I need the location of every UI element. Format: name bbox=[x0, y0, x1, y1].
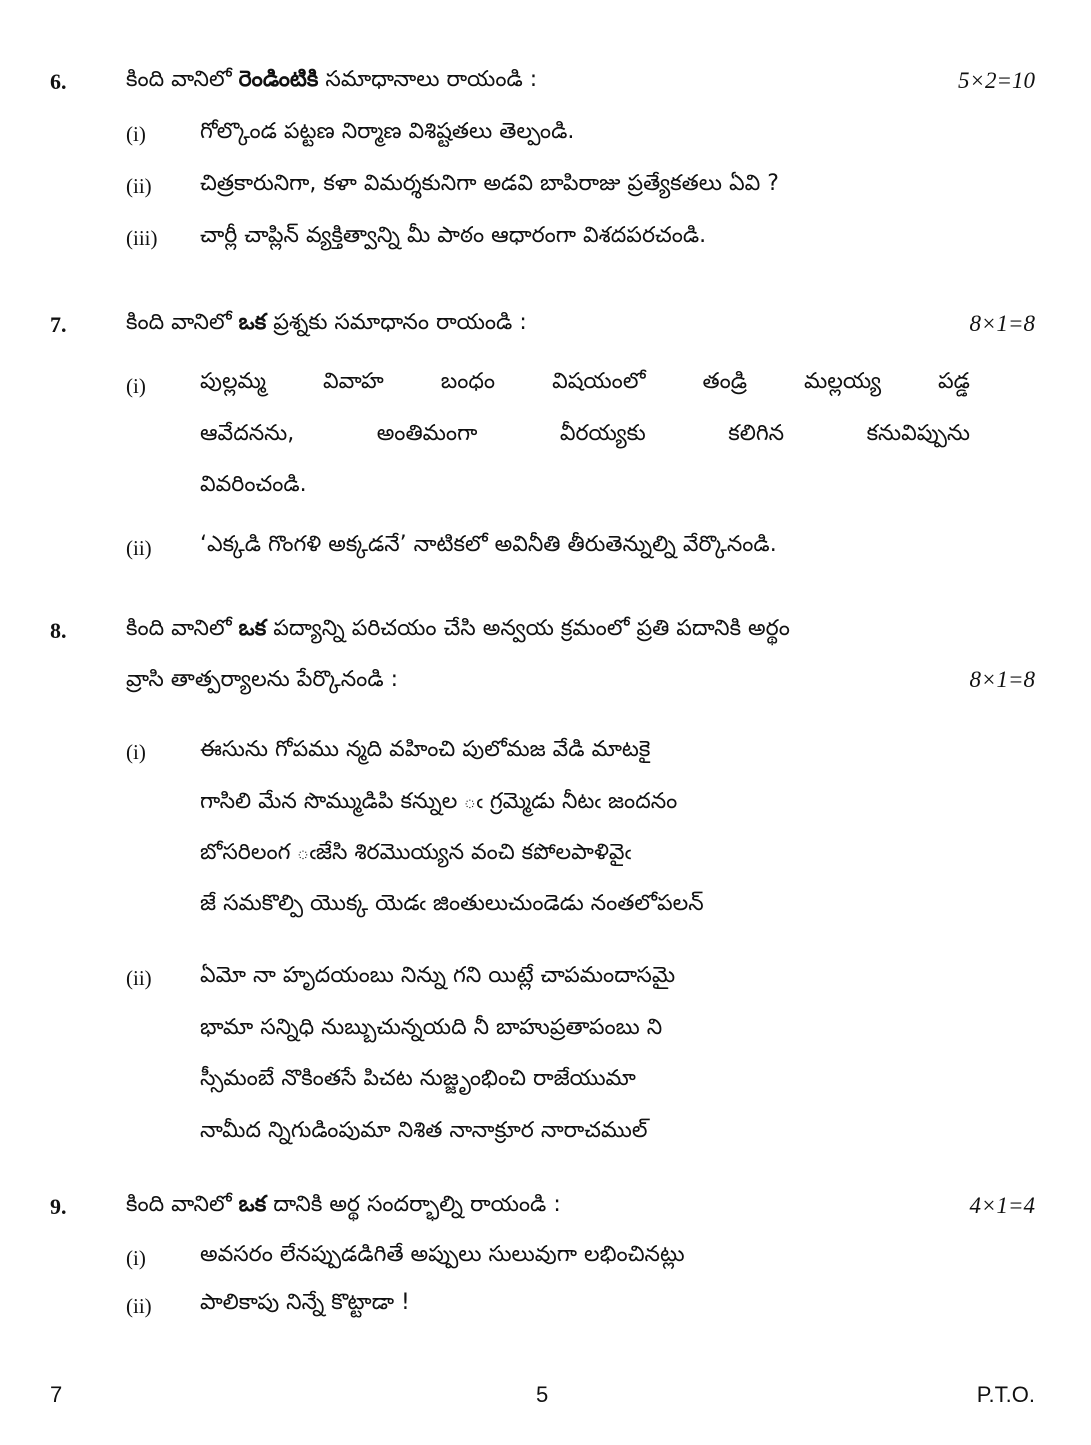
q6-item-text: చిత్రకారునిగా, కళా విమర్శకునిగా అడవి బాపిరాజు ప్రత్యేకతలు ఏవి ? bbox=[200, 171, 779, 196]
poem-line: ఈసును గోపము న్మది వహించి పులోమజ వేడి మాటకై bbox=[200, 737, 651, 762]
q6-number: 6. bbox=[50, 69, 67, 94]
q8-number: 8. bbox=[50, 618, 67, 643]
poem-line: బోసరిలంగ ఁజేసి శిరమొయ్యన వంచి కపోలపాళివైఁ bbox=[200, 840, 632, 865]
q8-instruction-line2: వ్రాసి తాత్పర్యాలను పేర్కొనండి : bbox=[126, 667, 398, 692]
q6-marks: 5×2=10 bbox=[957, 68, 1035, 93]
q7-instruction: కింది వానిలో ఒక ప్రశ్నకు సమాధానం రాయండి : bbox=[126, 310, 527, 335]
poem-line: భామా సన్నిధి నుబ్బుచున్నయది నీ బాహుప్రతాపంబు ని bbox=[200, 1015, 663, 1040]
poem-line: నామీద న్నిగుడింపుమా నిశిత నానాక్రూర నారాచముల్ bbox=[200, 1118, 648, 1143]
q7-item-label: (i) bbox=[126, 374, 146, 398]
q7-number: 7. bbox=[50, 312, 67, 337]
q7-item-label: (ii) bbox=[126, 536, 152, 560]
q7-item1-line3: వివరించండి. bbox=[200, 472, 307, 497]
footer-code: 7 bbox=[50, 1382, 63, 1407]
q6-instruction: కింది వానిలో రెండింటికి సమాధానాలు రాయండి : bbox=[126, 67, 538, 92]
q8-poem-label: (i) bbox=[126, 740, 146, 764]
q6-item-text: చార్లీ చాప్లిన్ వ్యక్తిత్వాన్ని మీ పాఠం ఆధారంగా విశదపరచండి. bbox=[200, 223, 707, 248]
poem-line: స్సీమంబే నొకింతసే పిచట నుజ్జృంభించి రాజేయుమా bbox=[200, 1066, 636, 1091]
q9-item-text: అవసరం లేనప్పుడడిగితే అప్పులు సులువుగా లభించినట్లు bbox=[200, 1242, 685, 1267]
q9-marks: 4×1=4 bbox=[969, 1193, 1035, 1218]
q9-item-text: పాలికాపు నిన్నే కొట్టాడా ! bbox=[200, 1290, 410, 1315]
q9-item-label: (ii) bbox=[126, 1294, 152, 1318]
q7-item2-text: ‘ఎక్కడి గొంగళి అక్కడనే’ నాటికలో అవినీతి తీరుతెన్నుల్ని వేర్కొనండి. bbox=[200, 532, 777, 557]
q8-instruction: కింది వానిలో ఒక పద్యాన్ని పరిచయం చేసి అన్వయ క్రమంలో ప్రతి పదానికి అర్థం bbox=[126, 616, 790, 641]
q6-item-label: (ii) bbox=[126, 174, 152, 198]
page-number: 5 bbox=[536, 1382, 549, 1407]
poem-line: ఏమో నా హృదయంబు నిన్ను గని యిట్లే చాపమందాసమై bbox=[200, 963, 676, 988]
q9-item-label: (i) bbox=[126, 1246, 146, 1270]
q7-marks: 8×1=8 bbox=[969, 311, 1035, 336]
q6-item-text: గోల్కొండ పట్టణ నిర్మాణ విశిష్టతలు తెల్పండి. bbox=[200, 119, 575, 144]
q6-item-label: (iii) bbox=[126, 226, 158, 250]
q6-item-label: (i) bbox=[126, 122, 146, 146]
q9-instruction: కింది వానిలో ఒక దానికి అర్థ సందర్భాల్ని రాయండి : bbox=[126, 1192, 561, 1217]
poem-line: జే సమకొల్పి యొక్క యెడఁ జింతులుచుండెడు నంతలోపలన్ bbox=[200, 891, 704, 916]
poem-line: గాసిలి మేన సొమ్ముడిపి కన్నుల ఁ గ్రమ్మెడు నీటఁ జందనం bbox=[200, 789, 678, 814]
pto-label: P.T.O. bbox=[976, 1382, 1035, 1407]
q8-poem-label: (ii) bbox=[126, 966, 152, 990]
q7-item1-line1: పుల్లమ్మ వివాహ బంధం విషయంలో తండ్రి మల్లయ్య పడ్డ bbox=[200, 369, 970, 394]
q7-item1-line2: ఆవేదనను, అంతిమంగా వీరయ్యకు కలిగిన కనువిప్పును bbox=[200, 421, 970, 446]
q9-number: 9. bbox=[50, 1194, 67, 1219]
q8-marks: 8×1=8 bbox=[969, 667, 1035, 692]
